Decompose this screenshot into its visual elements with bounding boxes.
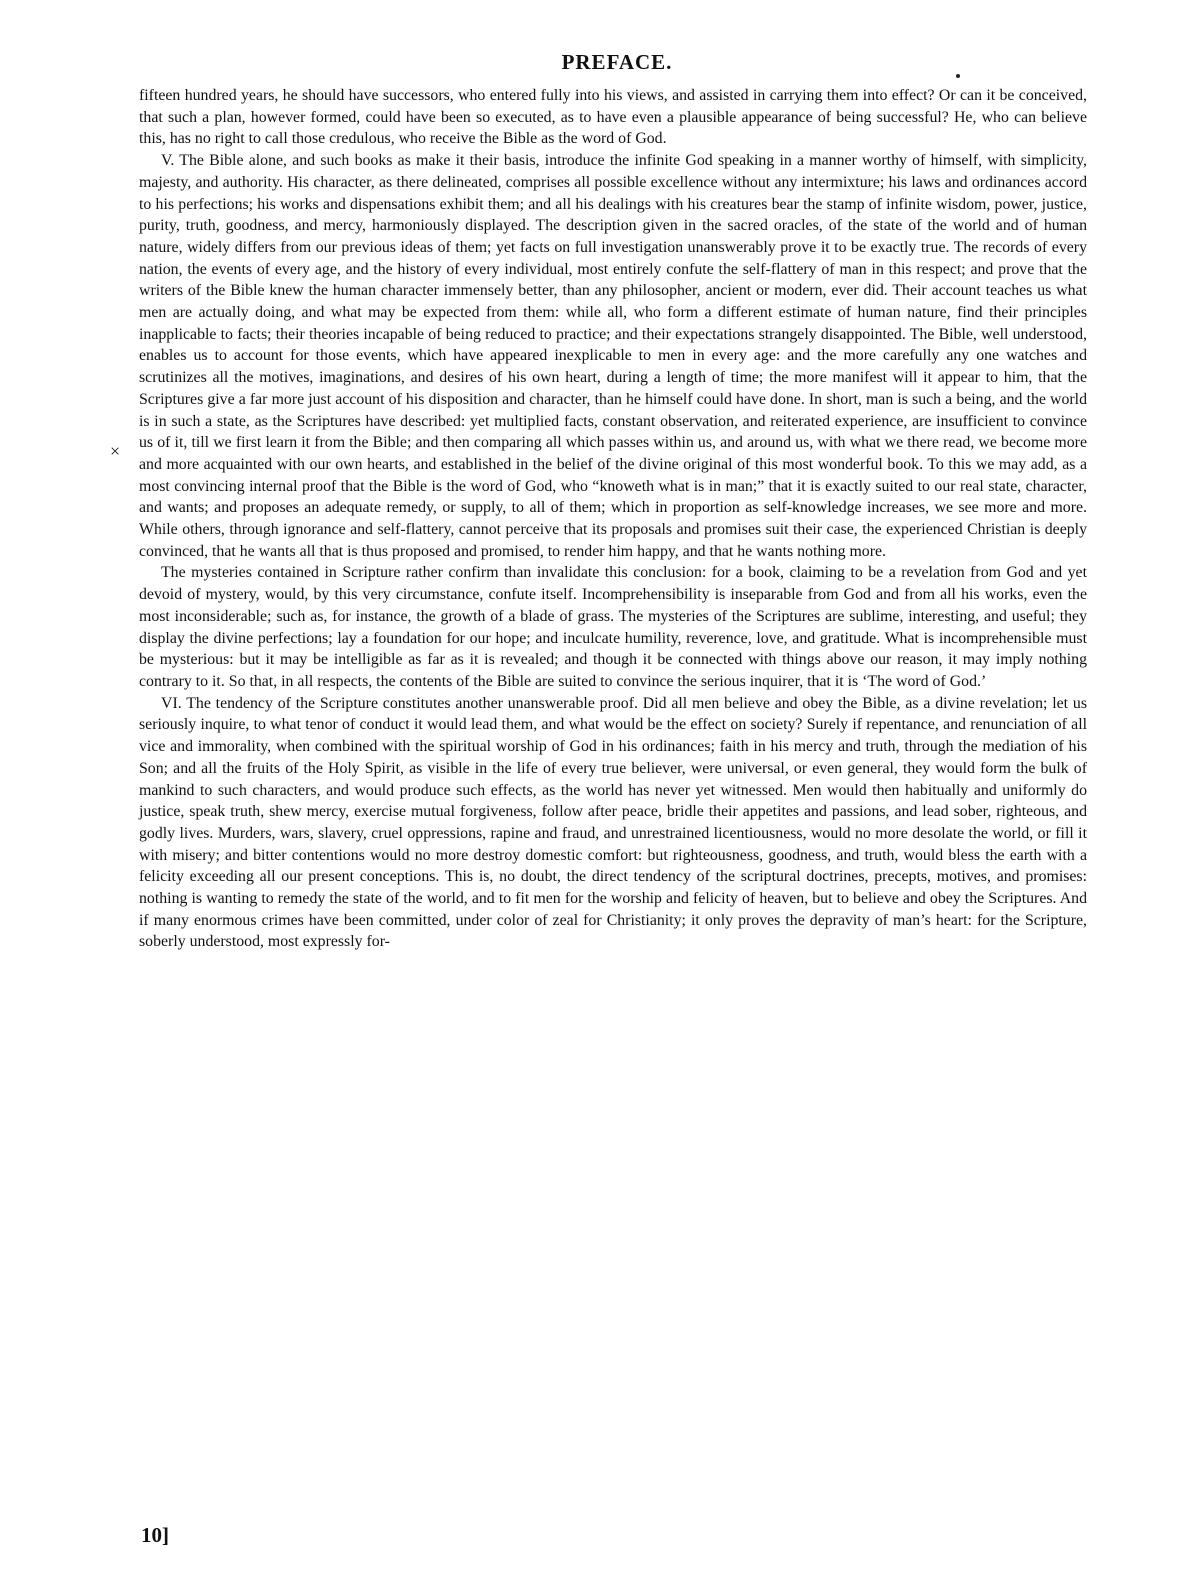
paragraph-section-v: V. The Bible alone, and such books as make it their basis, introduce the infinite God speaking in a manner worthy of himself, with simplicity, majesty, and authority. His character, as there delineated, comprises all possible excellence without any intermixture; his laws and ordinances accord to his perfections; his works and dispensations exhibit them; and all his dealings with his creatures bear the stamp of infinite wisdom, power, justice, purity, truth, goodness, and mercy, harmoniously displayed. The description given in the sacred oracles, of the state of the world and of human nature, widely differs from our previous ideas of them; yet facts on full investigation unanswerably prove it to be exactly true. The records of every nation, the events of every age, and the history of every individual, most entirely confute the self-flattery of man in this respect; and prove that the writers of the Bible knew the human character immensely better, than any philosopher, ancient or modern, ever did. Their account teaches us what men are actually doing, and what may be expected from them: while all, who form a different estimate of human nature, find their principles inapplicable to facts; their theories incapable of being reduced to practice; and their expectations strangely disappointed. The Bible, well understood, enables us to account for those events, which have appeared inexplicable to men in every age: and the more carefully any one watches and scrutinizes all the motives, imaginations, and desires of his own heart, during a length of time; the more manifest will it appear to him, that the Scriptures give a far more just account of his disposition and character, than he himself could have done. In short, man is such a being, and the world is in such a state, as the Scriptures have described: yet multiplied facts, constant observation, and reiterated experience, are insufficient to convince us of it, till we first learn it from the Bible; and then comparing all which passes within us, and around us, with what we there read, we become more and more acquainted with our own hearts, and established in the belief of the divine original of this most wonderful book. To this we may add, as a most convincing internal proof that the Bible is the word of God, who “knoweth what is in man;” that it is exactly suited to our real state, character, and wants; and proposes an adequate remedy, or supply, to all of them; which in proportion as self-knowledge increases, we see more and more. While others, through ignorance and self-flattery, cannot perceive that its proposals and promises suit their case, the experienced Christian is deeply convinced, that he wants all that is thus proposed and promised, to render him happy, and that he wants nothing more. (139, 152, 1087, 560)
paragraph-continuation: fifteen hundred years, he should have successors, who entered fully into his views, and assisted in carrying them into effect? Or can it be conceived, that such a plan, however formed, could have been so executed, as to have even a plausible appearance of being successful? He, who can believe this, has no right to call those credulous, who receive the Bible as the word of God. (139, 87, 1087, 148)
page-body (139, 85, 1087, 953)
print-speck (956, 74, 960, 78)
paragraph-section-vi: VI. The tendency of the Scripture constitutes another unanswerable proof. Did all men believe and obey the Bible, as a divine revelation; let us seriously inquire, to what tenor of conduct it would lead them, and what would be the effect on society? Surely if repentance, and renunciation of all vice and immorality, when combined with the spiritual worship of God in his ordinances; faith in his mercy and truth, through the mediation of his Son; and all the fruits of the Holy Spirit, as visible in the life of every true believer, were universal, or even general, they would form the bulk of mankind to such characters, and would produce such effects, as the world has never yet witnessed. Men would then habitually and uniformly do justice, speak truth, shew mercy, exercise mutual forgiveness, follow after peace, bridle their appetites and passions, and lead sober, righteous, and godly lives. Murders, wars, slavery, cruel oppressions, rapine and fraud, and unrestrained licentiousness, would no more desolate the world, or fill it with misery; and bitter contentions would no more destroy domestic comfort: but righteousness, goodness, and truth, would bless the earth with a felicity exceeding all our present conceptions. This is, no doubt, the direct tendency of the scriptural doctrines, precepts, motives, and promises: nothing is wanting to remedy the state of the world, and to fit men for the worship and felicity of heaven, but to believe and obey the Scriptures. And if many enormous crimes have been committed, under color of zeal for Christianity; it only proves the depravity of man’s heart: for the Scripture, soberly understood, most expressly for- (139, 694, 1087, 951)
paragraph-mysteries: The mysteries contained in Scripture rather confirm than invalidate this conclusion: for a book, claiming to be a revelation from God and yet devoid of mystery, would, by this very circumstance, confute itself. Incomprehensibility is inseparable from God and from all his works, even the most inconsiderable; such as, for instance, the growth of a blade of grass. The mysteries of the Scriptures are sublime, interesting, and useful; they display the divine perfections; lay a foundation for our hope; and inculcate humility, reverence, love, and gratitude. What is incomprehensible must be mysterious: but it may be intelligible as far as it is revealed; and though it be connected with things above our reason, it may imply nothing contrary to it. So that, in all respects, the contents of the Bible are suited to convince the serious inquirer, that it is ‘The word of God.’ (139, 564, 1087, 690)
page-number: 10] (141, 1523, 169, 1547)
page-title: PREFACE. (561, 50, 673, 74)
margin-mark: × (110, 441, 121, 461)
document-page (139, 50, 1087, 953)
